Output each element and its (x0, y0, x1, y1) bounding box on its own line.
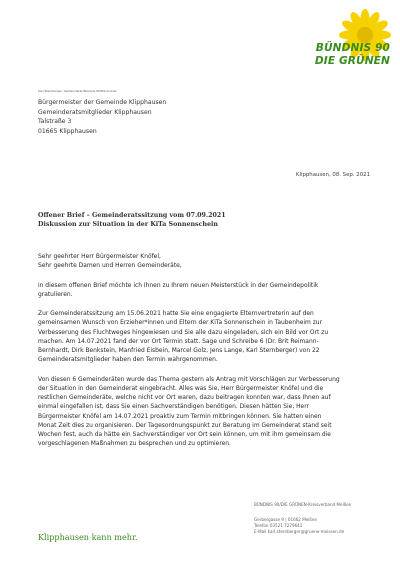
address-line: 01665 Klipphausen (38, 128, 97, 136)
address-line: Talstraße 3 (38, 118, 72, 126)
salutation-line: Sehr geehrter Herr Bürgermeister Knöfel, (38, 253, 161, 260)
text-line: Monat Zeit dies zu organisieren. Der Tagesordnungspunkt zur Beratung im Gemeinderat stand seit (38, 421, 332, 429)
party-logo (298, 8, 392, 76)
text-line: der Situation in den Gemeinderat eingebracht. Alles was Sie, Herr Bürgermeister Knöfel und die (38, 384, 324, 392)
text-line: restlichen Gemeinderäte, welche nicht vor Ort waren, dazu beitragen konnten war, dass Ihnen auf (38, 394, 331, 401)
text-line: einmal eingefallen ist, dass Sie einen Sachverständigen benötigen. Diesen hätten Sie, Herr (38, 403, 309, 411)
address-line: Gemeinderatsmitglieder Klipphausen (38, 108, 152, 116)
footer-line: Telefon 03521 7279641 (254, 523, 303, 529)
text-line: Wochen fest, auch da hätte ein Sachverständiger vor Ort sein können, um mit ihm gemeinsam die (38, 431, 331, 438)
footer-line: Gerbergasse 9 | 01662 Meißen (254, 517, 318, 523)
address-line: Bürgermeister der Gemeinde Klipphausen (38, 99, 167, 106)
footer-email: E-Mail karl.sternberger@gruene-meissen.de (254, 529, 345, 535)
text-line: Verbesserung des Fluchtweges hingewiesen und Sie alle dazu eingeladen, sich ein Bild vor Ort zu (38, 328, 329, 336)
text-line: Bürgermeister Knöfel am 14.07.2021 proaktiv zum Termin mitbringen können. Sie hatten einen (38, 412, 322, 420)
footer-contact (254, 502, 351, 535)
text-line: Von diesen 6 Gemeinderäten wurde das Thema gestern als Antrag mit Vorschlägen zur Verbesserung (38, 375, 340, 383)
paragraph (38, 309, 366, 365)
text-line: vorgeschlagenen Maßnahmen zu besprechen und zu optimieren. (38, 440, 231, 448)
text-line: Gemeinderatsmitglieder haben den Termin wahrgenommen. (38, 356, 218, 364)
text-line: in diesem offenen Brief möchte ich Ihnen zu Ihrem neuen Meisterstück in der Gemeindepolitik (38, 281, 319, 289)
paragraph (38, 281, 366, 300)
text-line: machen. Am 14.07.2021 fand der vor Ort Termin statt. Sage und Schreibe 6 (Dr. Brit Reimann- (38, 337, 319, 345)
salutation-line: Sehr geehrte Damen und Herren Gemeinderäte, (38, 262, 182, 270)
salutation (38, 252, 366, 271)
sender-line: Karl Sternberger, Gemeinderat Bündnis 90/Die Grünen (38, 89, 118, 93)
letter-body (38, 252, 366, 459)
logo-line-2: DIE GRÜNEN (314, 55, 390, 67)
subject-line: Offener Brief – Gemeinderatssitzung vom 07.09.2021 (38, 212, 226, 219)
logo-line-1: BÜNDNIS 90 (315, 42, 390, 54)
paragraph (38, 375, 366, 449)
letter-date: Klipphausen, 08. Sep. 2021 (295, 172, 370, 178)
text-line: gemeinsamen Wunsch von Erzieher*innen und Eltern der KiTa Sonnenschein in Taubenheim zur (38, 319, 323, 327)
subject-line: Diskussion zur Situation in der KiTa Sonnenschein (38, 221, 218, 229)
text-line: gratulieren. (38, 290, 73, 298)
recipient-address (38, 98, 166, 137)
subject (38, 211, 226, 230)
text-line: Bernhardt, Dirk Benkstein, Manfried Eisbein, Marcel Golz, Jens Lange, Karl Sternberger) von 22 (38, 347, 320, 354)
text-line: Zur Gemeinderatssitzung am 15.06.2021 hatte Sie eine engagierte Elternvertreterin auf den (38, 310, 314, 317)
slogan: Klipphausen kann mehr. (38, 532, 138, 542)
footer-org: BÜNDNIS 90/DIE GRÜNEN-Kreisverband Meißen (254, 502, 352, 507)
